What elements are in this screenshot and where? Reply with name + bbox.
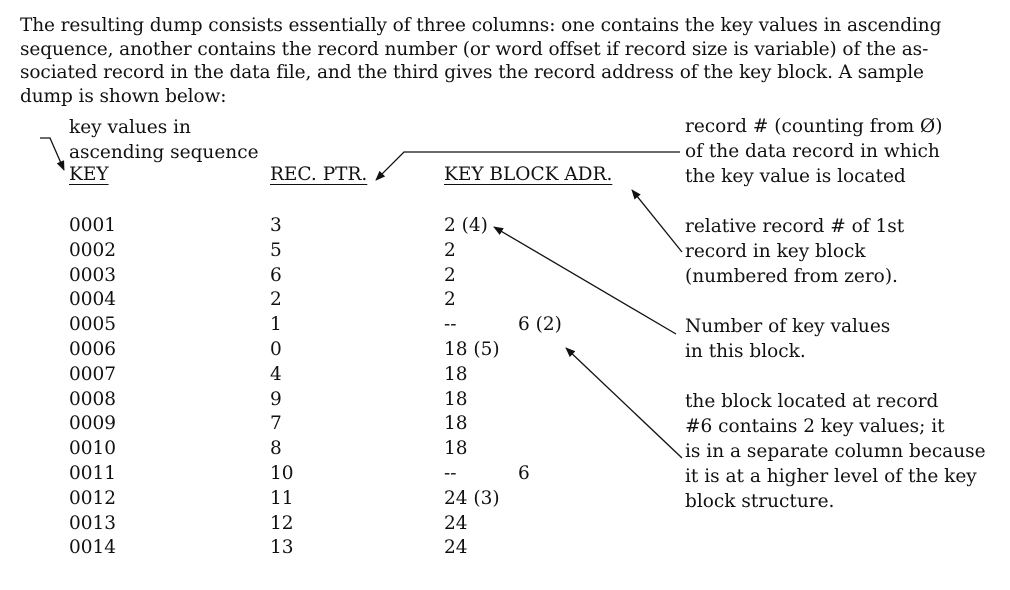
table-cell: 0002	[69, 239, 117, 261]
table-cell: 4	[270, 363, 282, 385]
arrow-number-of-keys	[494, 227, 676, 334]
note-line: the block located at record	[685, 391, 939, 412]
table-cell: 24	[444, 537, 468, 559]
table-cell: 2	[270, 289, 282, 311]
table-cell: 18 (5)	[444, 338, 500, 360]
table-cell: 6	[518, 462, 530, 484]
table-cell: 1	[270, 314, 282, 336]
table-cell: 10	[270, 462, 294, 484]
table-cell: 0011	[69, 462, 117, 484]
table-cell: 2	[444, 289, 456, 311]
table-cell: 12	[270, 512, 294, 534]
table-cell: 6	[270, 264, 282, 286]
intro-line: sequence, another contains the record number (or word offset if record size is variable) of the as-	[20, 38, 929, 60]
note-line: relative record # of 1st	[685, 216, 905, 237]
table-cell: 0009	[69, 413, 117, 435]
arrow-relative-record	[632, 190, 682, 252]
table-cell: 2 (4)	[444, 215, 488, 236]
table-cell: 6 (2)	[518, 314, 562, 336]
table-cell: 18	[444, 388, 468, 410]
table-cell: --	[444, 462, 457, 484]
note-line: (numbered from zero).	[685, 266, 898, 287]
table-cell: 0006	[69, 338, 117, 360]
note-line: Number of key values	[685, 316, 891, 337]
table-cell: 11	[270, 487, 294, 509]
note-line: ascending sequence	[69, 142, 259, 163]
table-cell: 0005	[69, 314, 117, 336]
table-cell: 0008	[69, 388, 117, 410]
table-cell: 0014	[69, 537, 117, 559]
header-key: KEY	[69, 164, 109, 185]
table-cell: 0012	[69, 487, 117, 509]
note-line: of the data record in which	[685, 141, 940, 162]
table-cell: 18	[444, 363, 468, 385]
note-line: the key value is located	[685, 166, 906, 187]
note-line: key values in	[69, 117, 191, 138]
table-cell: 0007	[69, 363, 117, 385]
table-cell: 18	[444, 438, 468, 460]
note-line: it is at a higher level of the key	[685, 466, 977, 487]
table-cell: 2	[444, 239, 456, 261]
table-cell: 5	[270, 239, 282, 261]
table-cell: 18	[444, 413, 468, 435]
header-rec-ptr: REC. PTR.	[270, 164, 368, 185]
note-line: is in a separate column because	[685, 441, 986, 462]
intro-line: sociated record in the data file, and the third gives the record address of the key block. A sample	[20, 62, 924, 83]
note-line: #6 contains 2 key values; it	[685, 416, 945, 437]
table-cell: 24	[444, 512, 468, 534]
header-key-block-adr: KEY BLOCK ADR.	[444, 164, 613, 185]
table-cell: 0004	[69, 289, 117, 311]
table-cell: 24 (3)	[444, 487, 500, 509]
table-cell: 0010	[69, 438, 117, 460]
table-cell: 8	[270, 438, 282, 460]
table-cell: --	[444, 314, 457, 336]
table-cell: 0001	[69, 215, 117, 236]
intro-line: The resulting dump consists essentially of three columns: one contains the key values in ascending	[20, 15, 942, 36]
table-cell: 0	[270, 338, 282, 360]
arrow-block-located	[566, 348, 682, 458]
intro-line: dump is shown below:	[20, 85, 227, 107]
note-line: record in key block	[685, 241, 866, 262]
table-cell: 0013	[69, 512, 117, 534]
note-line: in this block.	[685, 341, 806, 362]
table-cell: 13	[270, 537, 294, 559]
table-cell: 9	[270, 388, 282, 410]
note-line: block structure.	[685, 491, 835, 512]
arrow-record-number	[376, 152, 680, 180]
table-cell: 3	[270, 215, 282, 236]
table-cell: 0003	[69, 264, 117, 286]
table-cell: 7	[270, 413, 282, 435]
note-line: record # (counting from Ø)	[685, 116, 943, 137]
table-cell: 2	[444, 264, 456, 286]
arrow-key-values	[40, 138, 64, 170]
